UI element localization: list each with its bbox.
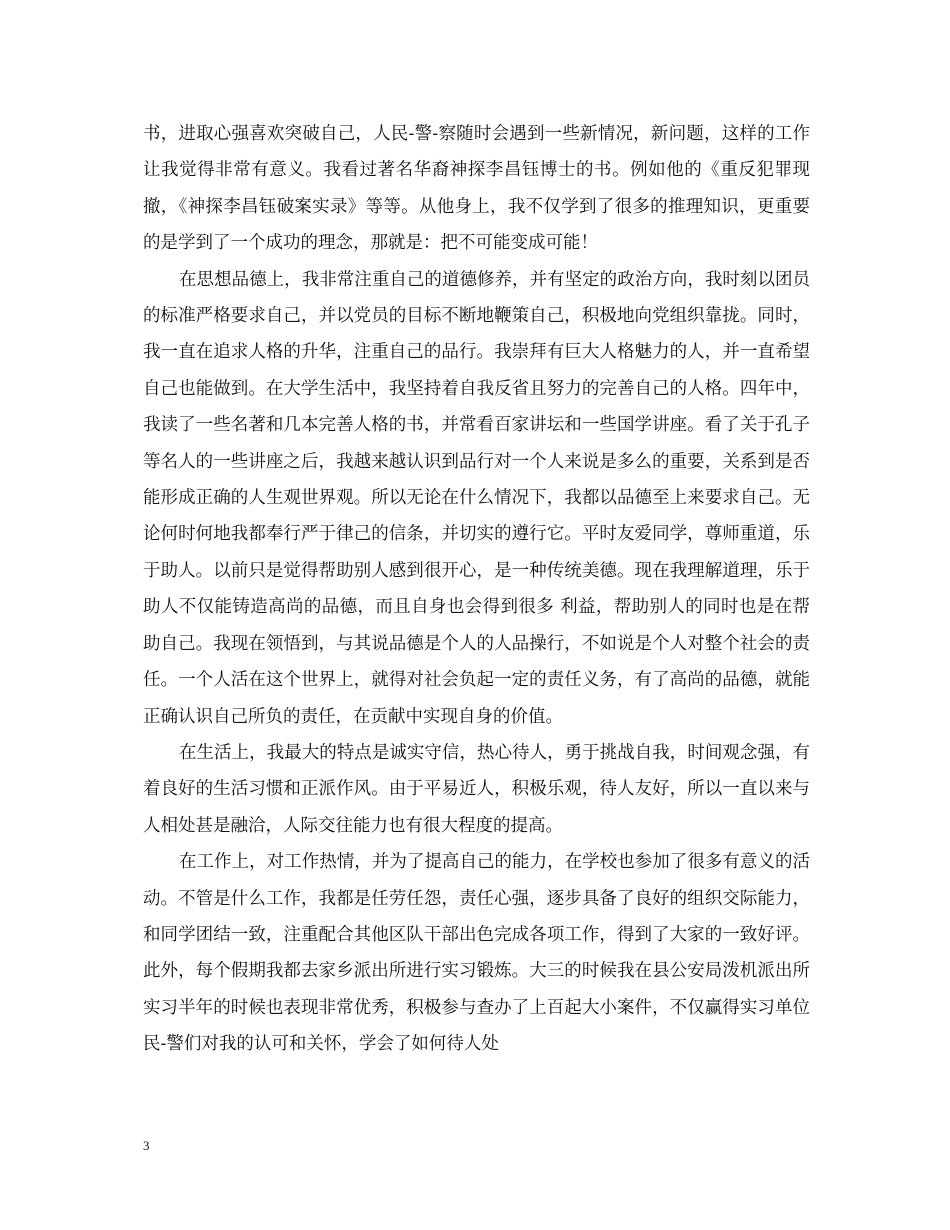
document-body: [143, 116, 810, 1063]
paragraph-daily-life: 在生活上，我最大的特点是诚实守信，热心待人，勇于挑战自我，时间观念强，有着良好的生活习惯和正派作风。由于平易近人，积极乐观，待人友好，所以一直以来与人相处甚是融洽，人际交往能力也有很大程度的提高。: [143, 742, 810, 836]
paragraph-moral-character: 在思想品德上，我非常注重自己的道德修养，并有坚定的政治方向，我时刻以团员的标准严格要求自己，并以党员的目标不断地鞭策自己，积极地向党组织靠拢。同时，我一直在追求人格的升华，注重自己的品行。我崇拜有巨大人格魅力的人，并一直希望自己也能做到。在大学生活中，我坚持着自我反省且努力的完善自己的人格。四年中，我读了一些名著和几本完善人格的书，并常看百家讲坛和一些国学讲座。看了关于孔子等名人的一些讲座之后，我越来越认识到品行对一个人来说是多么的重要，关系到是否能形成正确的人生观世界观。所以无论在什么情况下，我都以品德至上来要求自己。无论何时何地我都奉行严于律己的信条，并切实的遵行它。平时友爱同学，尊师重道，乐于助人。以前只是觉得帮助别人感到很开心，是一种传统美德。现在我理解道理，乐于助人不仅能铸造高尚的品德，而且自身也会得到很多 利益，帮助别人的同时也是在帮助自己。我现在领悟到，与其说品德是个人的人品操行，不如说是个人对整个社会的责任。一个人活在这个世界上，就得对社会负起一定的责任义务，有了高尚的品德，就能正确认识自己所负的责任，在贡献中实现自身的价值。: [143, 269, 810, 727]
page-number: 3: [143, 1138, 150, 1153]
paragraph-continuation: 书，进取心强喜欢突破自己，人民-警-察随时会遇到一些新情况，新问题，这样的工作让我觉得非常有意义。我看过著名华裔神探李昌钰博士的书。例如他的《重反犯罪现撤，《神探李昌钰破案实录》等等。从他身上，我不仅学到了很多的推理知识，更重要的是学到了一个成功的理念，那就是：把不可能变成可能！: [143, 124, 810, 254]
paragraph-work: 在工作上，对工作热情，并为了提高自己的能力，在学校也参加了很多有意义的活动。不管是什么工作，我都是任劳任怨，责任心强，逐步具备了良好的组织交际能力，和同学团结一致，注重配合其他区队干部出色完成各项工作，得到了大家的一致好评。此外，每个假期我都去家乡派出所进行实习锻炼。大三的时候我在县公安局泼机派出所实习半年的时候也表现非常优秀，积极参与查办了上百起大小案件，不仅赢得实习单位民-警们对我的认可和关怀，学会了如何待人处: [143, 852, 810, 1055]
